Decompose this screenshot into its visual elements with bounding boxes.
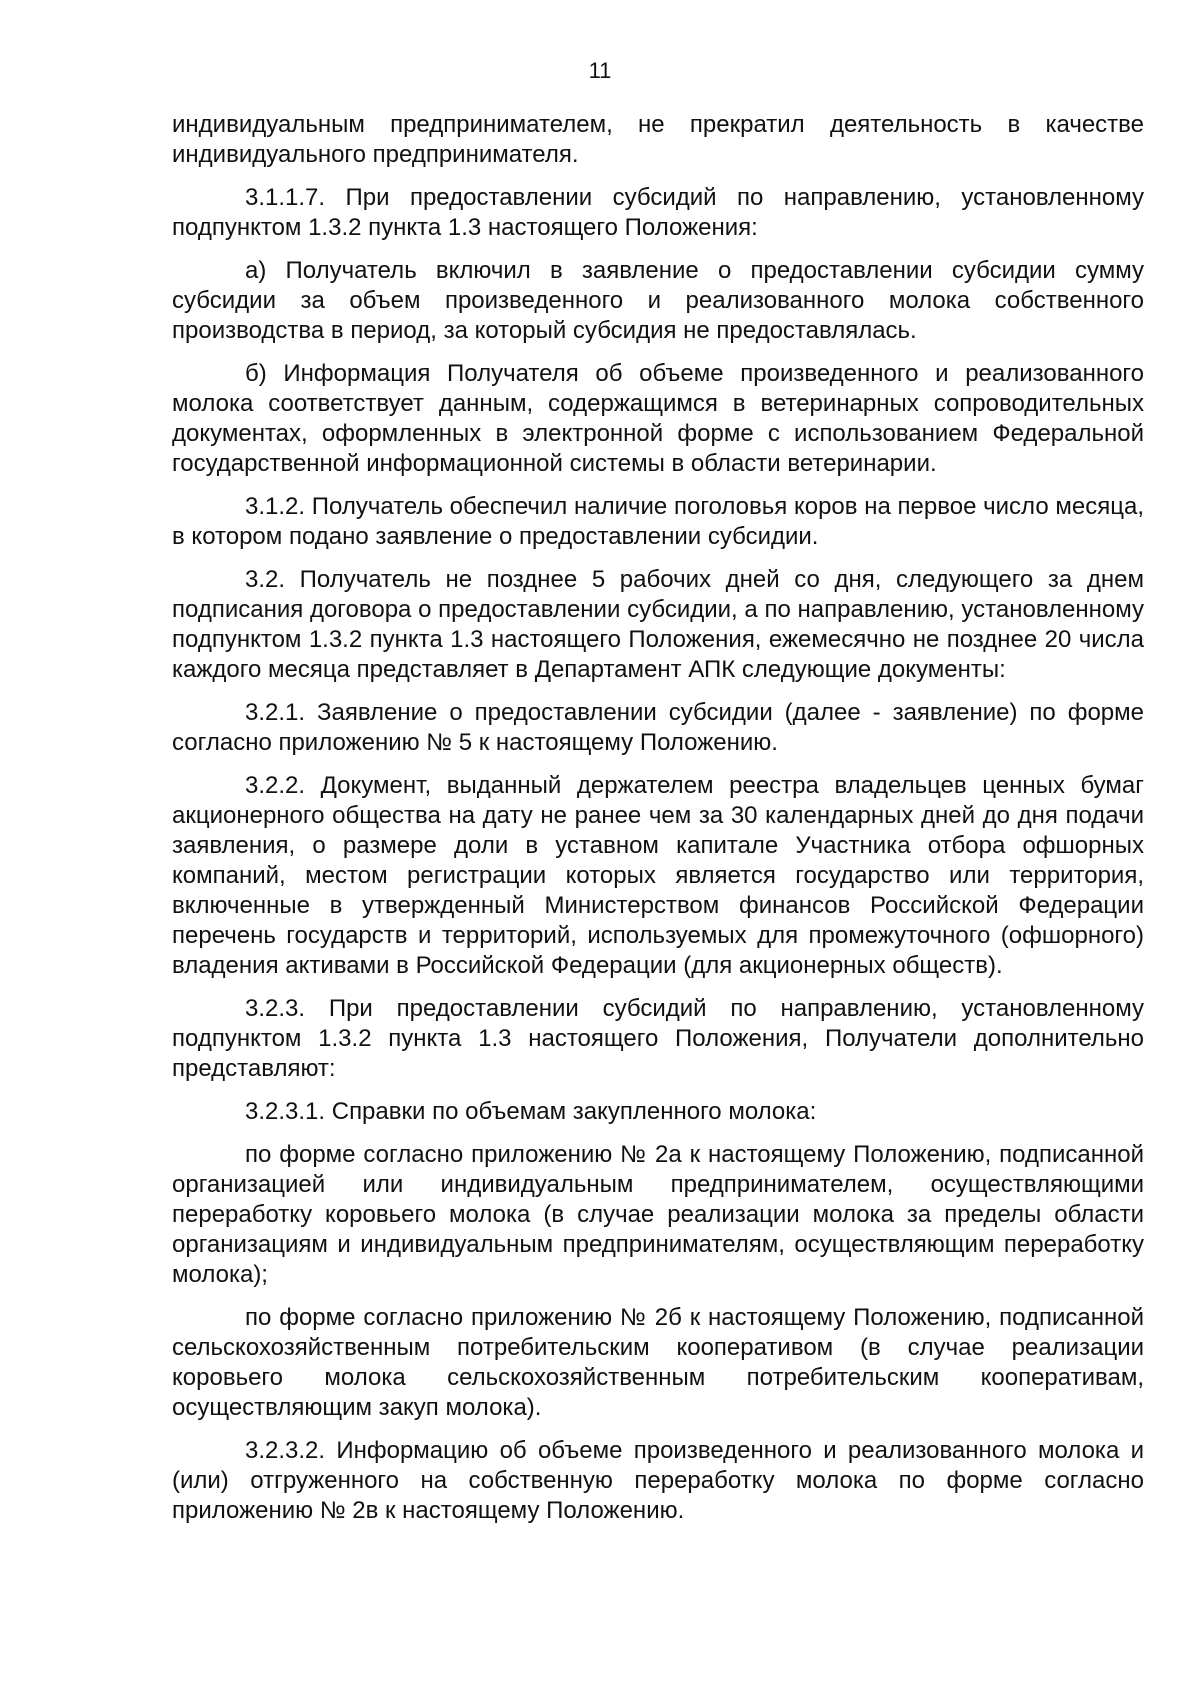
paragraph-3-2-1: 3.2.1. Заявление о предоставлении субсидии (далее - заявление) по форме согласно приложению № 5 к настоящему Положению. bbox=[172, 699, 1144, 756]
paragraph-3-1-1-7: 3.1.1.7. При предоставлении субсидий по направлению, установленному подпунктом 1.3.2 пункта 1.3 настоящего Положения: bbox=[172, 184, 1144, 241]
paragraph-3-2-3-2: 3.2.3.2. Информацию об объеме произведенного и реализованного молока и (или) отгруженного на собственную переработку молока по форме согласно приложению № 2в к настоящему Положению. bbox=[172, 1437, 1144, 1524]
paragraph-3-1-1-7-b: б) Информация Получателя об объеме произведенного и реализованного молока соответствует данным, содержащимся в ветеринарных сопроводительных документах, оформленных в электронной форме с использованием Федеральной государственной информационной системы в области ветеринарии. bbox=[172, 360, 1144, 477]
paragraph-3-1-2: 3.1.2. Получатель обеспечил наличие поголовья коров на первое число месяца, в котором подано заявление о предоставлении субсидии. bbox=[172, 493, 1144, 550]
paragraph-3-2-2: 3.2.2. Документ, выданный держателем реестра владельцев ценных бумаг акционерного общества на дату не ранее чем за 30 календарных дней до дня подачи заявления, о размере доли в уставном капитале Участника отбора офшорных компаний, местом регистрации которых является государство или территория, включенные в утвержденный Министерством финансов Российской Федерации перечень государств и территорий, используемых для промежуточного (офшорного) владения активами в Российской Федерации (для акционерных обществ). bbox=[172, 772, 1144, 979]
paragraph-3-2: 3.2. Получатель не позднее 5 рабочих дней со дня, следующего за днем подписания договора о предоставлении субсидии, а по направлению, установленному подпунктом 1.3.2 пункта 1.3 настоящего Положения, ежемесячно не позднее 20 числа каждого месяца представляет в Департамент АПК следующие документы: bbox=[172, 566, 1144, 683]
paragraph-form-2b: по форме согласно приложению № 2б к настоящему Положению, подписанной сельскохозяйственным потребительским кооперативом (в случае реализации коровьего молока сельскохозяйственным потребительским кооперативам, осуществляющим закуп молока). bbox=[172, 1304, 1144, 1421]
paragraph-continuation: индивидуальным предпринимателем, не прекратил деятельность в качестве индивидуального предпринимателя. bbox=[172, 111, 1144, 168]
paragraph-3-1-1-7-a: а) Получатель включил в заявление о предоставлении субсидии сумму субсидии за объем произведенного и реализованного молока собственного производства в период, за который субсидия не предоставлялась. bbox=[172, 257, 1144, 344]
document-body bbox=[172, 110, 1144, 1526]
paragraph-3-2-3-1: 3.2.3.1. Справки по объемам закупленного молока: bbox=[245, 1098, 817, 1125]
paragraph-form-2a: по форме согласно приложению № 2а к настоящему Положению, подписанной организацией или индивидуальным предпринимателем, осуществляющими переработку коровьего молока (в случае реализации молока за пределы области организациям и индивидуальным предпринимателям, осуществляющим переработку молока); bbox=[172, 1141, 1144, 1288]
paragraph-3-2-3: 3.2.3. При предоставлении субсидий по направлению, установленному подпунктом 1.3.2 пункта 1.3 настоящего Положения, Получатели дополнительно представляют: bbox=[172, 995, 1144, 1082]
page-number: 11 bbox=[588, 58, 612, 83]
